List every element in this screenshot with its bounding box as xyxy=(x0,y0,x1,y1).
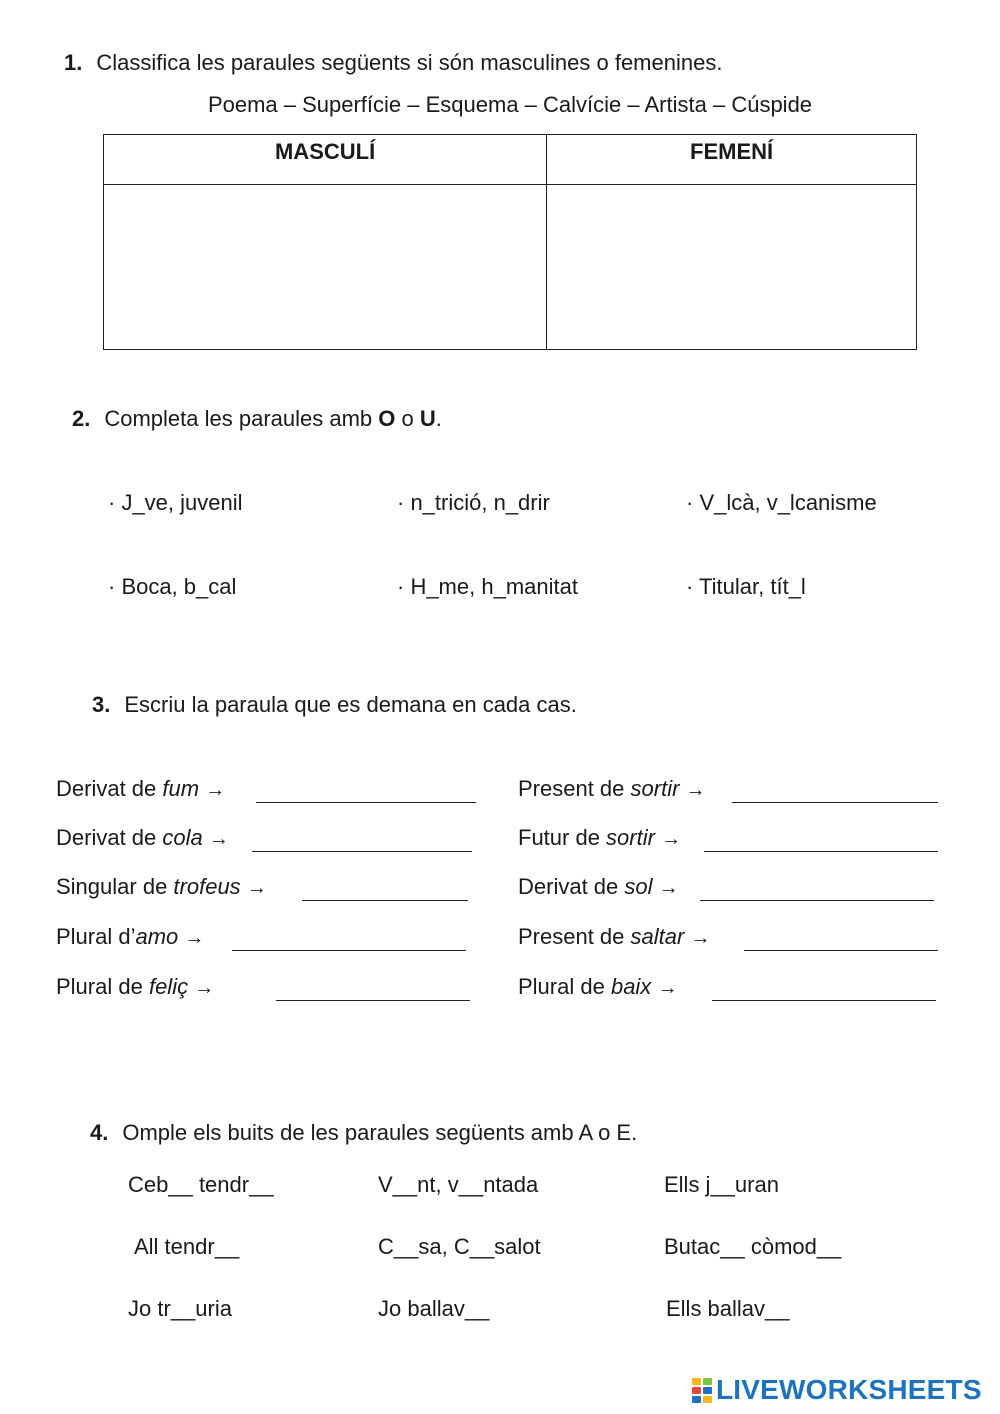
exercise-3-prompt: Present de sortir → xyxy=(518,776,706,801)
arrow-icon: → xyxy=(661,828,682,850)
exercise-3-prompt: Derivat de sol → xyxy=(518,874,679,899)
arrow-icon: → xyxy=(194,977,215,999)
masculi-answer-cell[interactable] xyxy=(104,185,547,350)
answer-blank[interactable] xyxy=(744,926,938,951)
column-header-femeni: FEMENÍ xyxy=(547,135,917,185)
exercise-3-prompt: Singular de trofeus → xyxy=(56,874,267,899)
arrow-icon: → xyxy=(658,877,679,899)
exercise-3-prompt: Derivat de fum → xyxy=(56,776,226,801)
column-header-masculi: MASCULÍ xyxy=(104,135,547,185)
answer-blank[interactable] xyxy=(732,778,938,803)
exercise-3-prompt: Plural d’amo → xyxy=(56,924,205,949)
exercise-3-prompt: Futur de sortir → xyxy=(518,825,682,850)
exercise-2-instruction: 2. Completa les paraules amb O o U. xyxy=(72,406,442,431)
exercise-3-prompt: Plural de baix → xyxy=(518,974,678,999)
answer-blank[interactable] xyxy=(712,976,936,1001)
answer-blank[interactable] xyxy=(276,976,470,1001)
answer-blank[interactable] xyxy=(302,876,468,901)
exercise-4-item[interactable]: Ceb__ tendr__ xyxy=(128,1172,274,1197)
exercise-2-item[interactable]: · H_me, h_manitat xyxy=(397,574,578,599)
answer-blank[interactable] xyxy=(232,926,466,951)
gender-table xyxy=(103,134,917,350)
exercise-3-prompt: Derivat de cola → xyxy=(56,825,229,850)
exercise-2-item[interactable]: · Titular, tít_l xyxy=(686,574,806,599)
arrow-icon: → xyxy=(208,828,229,850)
exercise-2-item[interactable]: · V_lcà, v_lcanisme xyxy=(686,490,877,515)
answer-blank[interactable] xyxy=(704,827,938,852)
exercise-1-instruction: 1. Classifica les paraules següents si són masculines o femenines. xyxy=(64,50,723,75)
arrow-icon: → xyxy=(246,877,267,899)
exercise-4-item[interactable]: Jo ballav__ xyxy=(378,1296,490,1321)
arrow-icon: → xyxy=(205,779,226,801)
answer-blank[interactable] xyxy=(700,876,934,901)
exercise-4-item[interactable]: C__sa, C__salot xyxy=(378,1234,541,1259)
answer-blank[interactable] xyxy=(256,778,476,803)
exercise-3-instruction: 3. Escriu la paraula que es demana en cada cas. xyxy=(92,692,577,717)
answer-blank[interactable] xyxy=(252,827,472,852)
liveworksheets-logo xyxy=(692,1374,982,1406)
liveworksheets-logo-text: LIVEWORKSHEETS xyxy=(716,1374,982,1405)
exercise-3-prompt: Present de saltar → xyxy=(518,924,711,949)
exercise-4-instruction: 4. Omple els buits de les paraules següents amb A o E. xyxy=(90,1120,638,1145)
arrow-icon: → xyxy=(184,927,205,949)
arrow-icon: → xyxy=(690,927,711,949)
exercise-2-item[interactable]: · Boca, b_cal xyxy=(108,574,237,599)
exercise-3-prompt: Plural de feliç → xyxy=(56,974,215,999)
exercise-4-item[interactable]: V__nt, v__ntada xyxy=(378,1172,539,1197)
arrow-icon: → xyxy=(685,779,706,801)
femeni-answer-cell[interactable] xyxy=(547,185,917,350)
exercise-2-item[interactable]: · n_trició, n_drir xyxy=(397,490,550,515)
exercise-2-item[interactable]: · J_ve, juvenil xyxy=(108,490,243,515)
exercise-4-item[interactable]: All tendr__ xyxy=(134,1234,240,1259)
exercise-4-item[interactable]: Ells ballav__ xyxy=(666,1296,790,1321)
exercise-4-item[interactable]: Jo tr__uria xyxy=(128,1296,232,1321)
arrow-icon: → xyxy=(657,977,678,999)
exercise-4-item[interactable]: Ells j__uran xyxy=(664,1172,779,1197)
exercise-4-item[interactable]: Butac__ còmod__ xyxy=(664,1234,842,1259)
exercise-1-word-list: Poema – Superfície – Esquema – Calvície – Artista – Cúspide xyxy=(207,92,813,117)
liveworksheets-logo-icon xyxy=(692,1377,714,1403)
